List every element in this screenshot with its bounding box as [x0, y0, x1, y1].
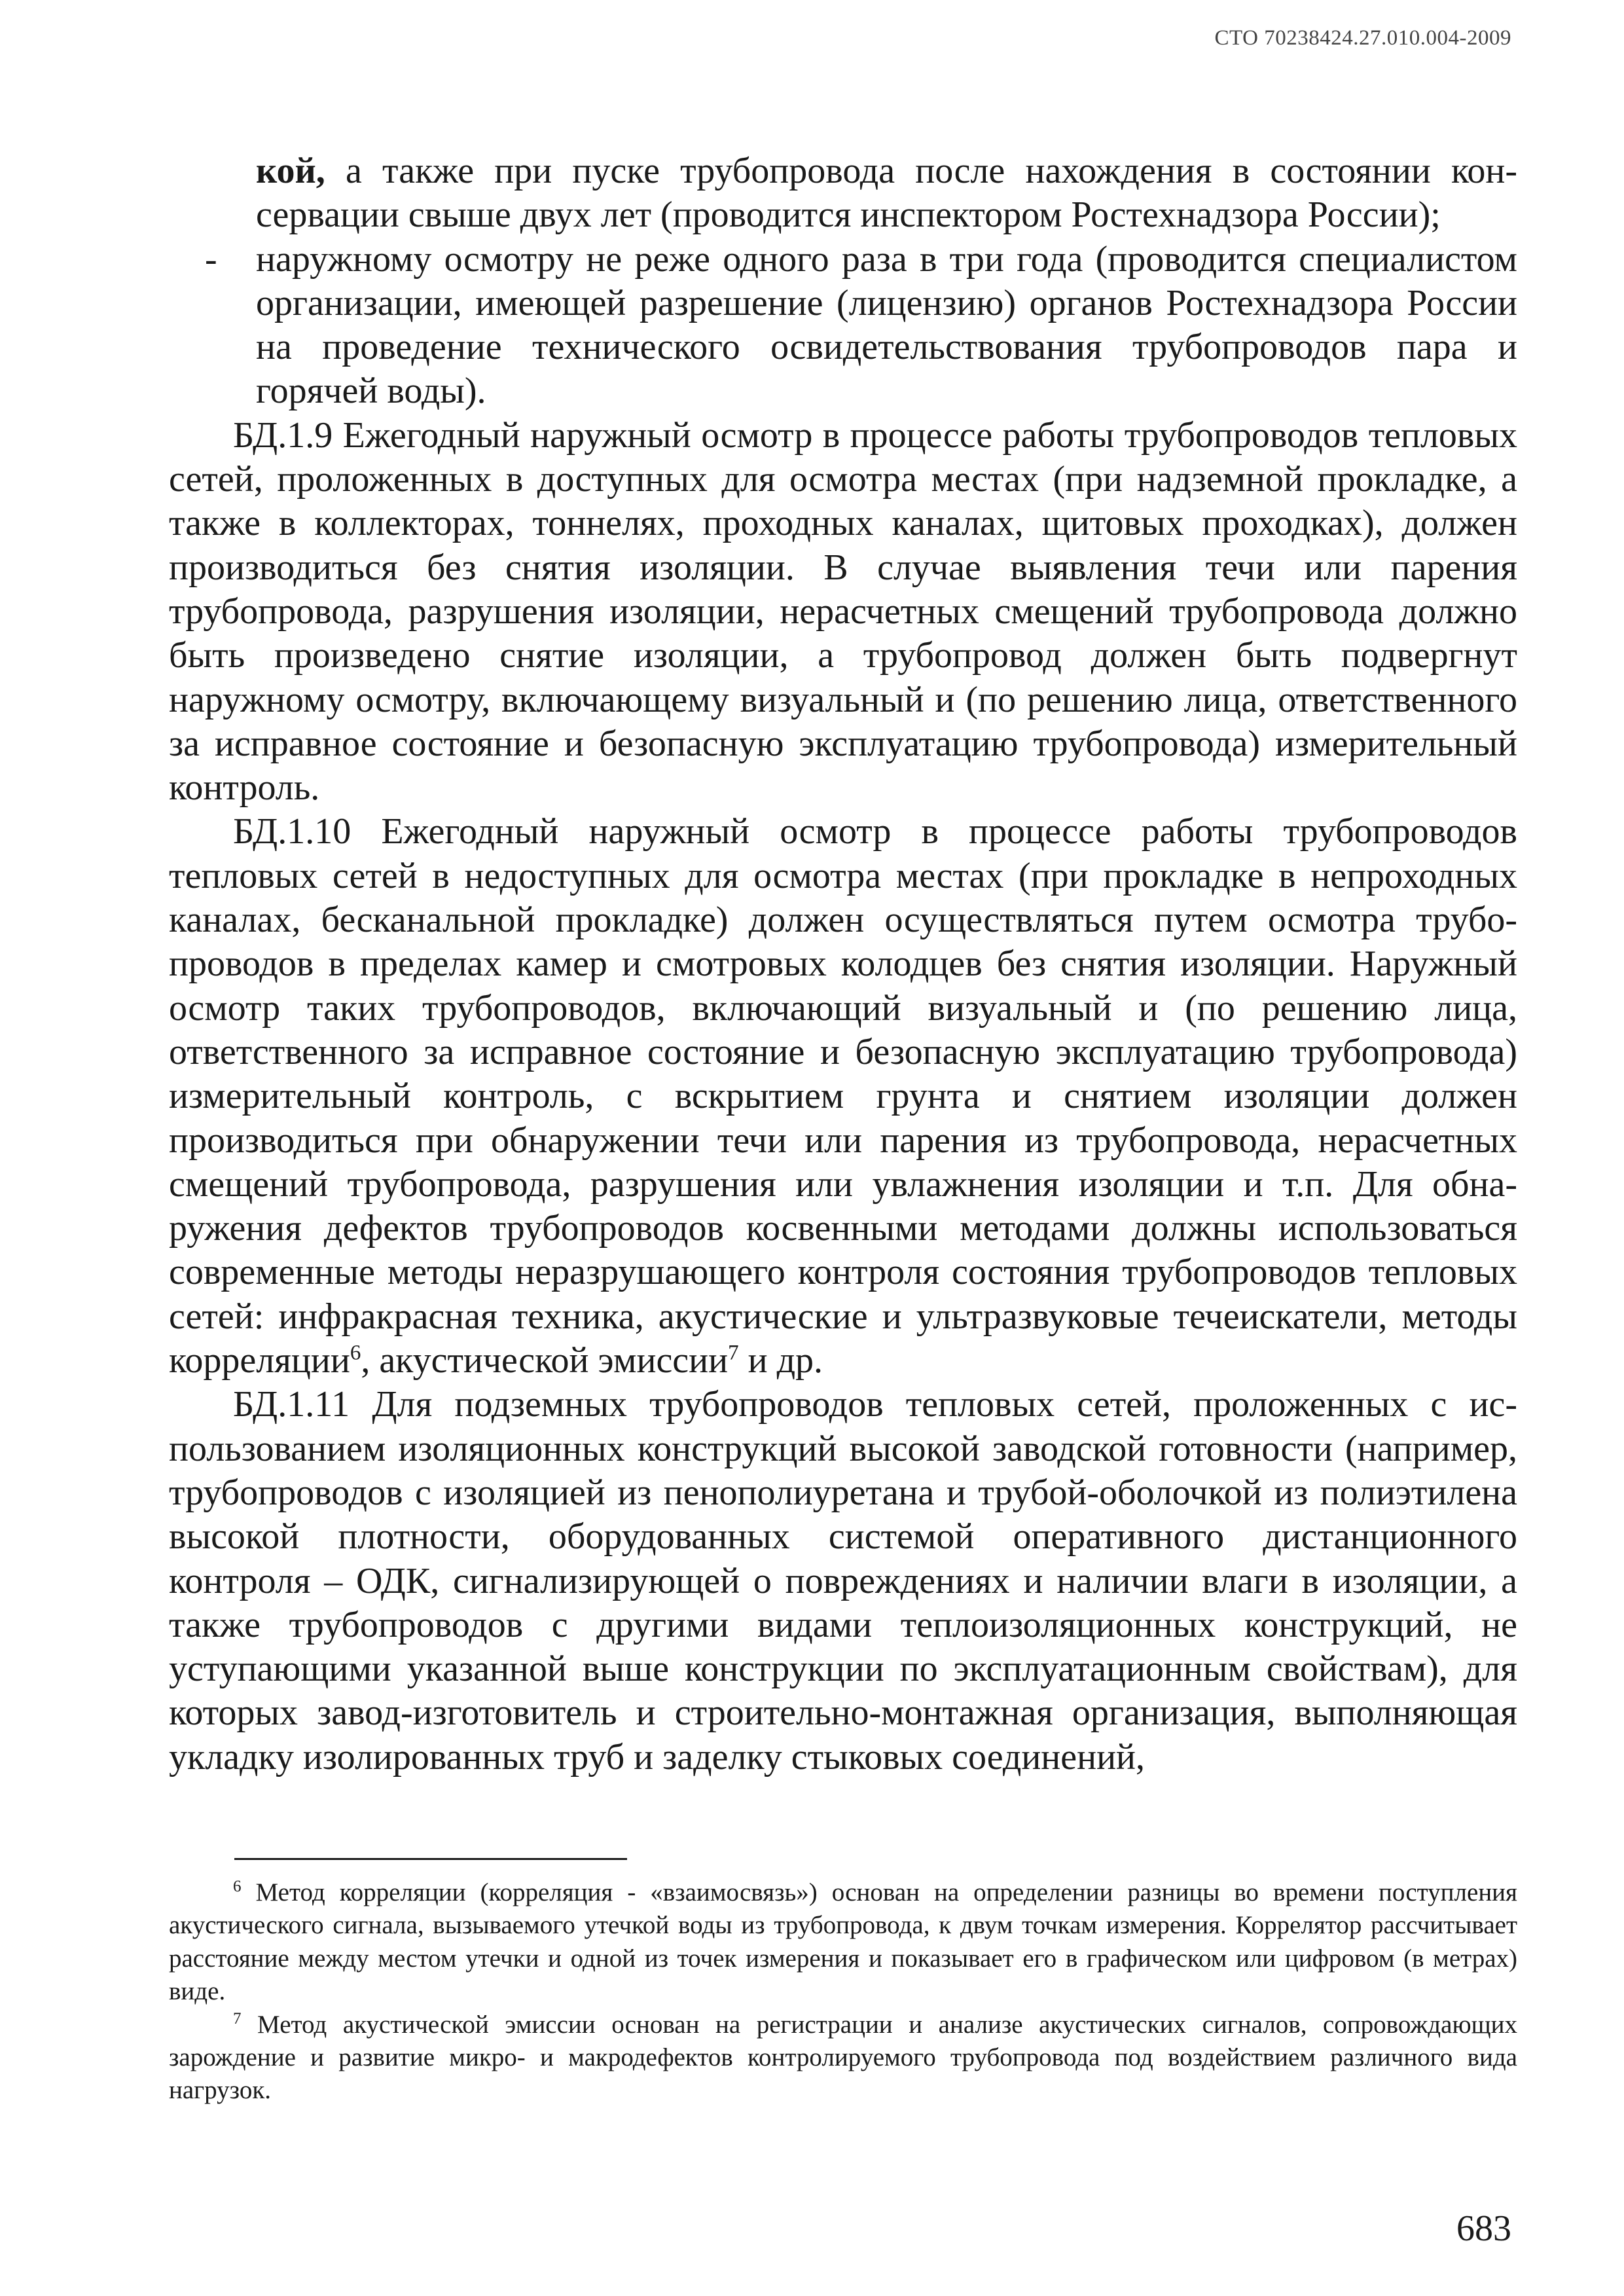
footnote-ref-7[interactable]: 7 — [728, 1341, 739, 1365]
dash-marker: - — [205, 238, 217, 280]
footnote-text-7: Метод акустической эмиссии основан на регистрации и анализе акустических сигналов, сопровождающих зарождение и развитие микро- и макродефектов контролируемого трубопровода под воздействием различного вида нагрузок. — [169, 2010, 1517, 2105]
body-text — [169, 149, 1517, 1779]
page-number: 683 — [1456, 2208, 1511, 2249]
paragraph-bd-1-9: БД.1.9 Ежегодный наружный осмотр в процессе работы трубопроводов тепловых сетей, проложенных в доступных для осмотра местах (при надземной прокладке, а также в коллекторах, тоннелях, проходных каналах, щитовых проходках), должен производиться без снятия изоляции. В случае выявления течи или парения трубопровода, разрушения изоляции, нерасчетных смещений трубопровода должно быть произведено снятие изоляции, а трубопровод должен быть подвергнут наружному осмотру, включающему визуальный и (по решению лица, ответственного за исправное состояние и безопасную эксплуатацию трубопровода) измерительный контроль. — [169, 414, 1517, 809]
dash-list-item — [169, 238, 1517, 414]
paragraph-bd-1-11: БД.1.11 Для подземных трубопроводов тепловых сетей, проложенных с использованием изоляционных конструкций высокой заводской готовности (например, трубопроводов с изоляцией из пенополиуретана и трубой-оболочкой из полиэтилена высокой плотности, оборудованных системой оперативного дистанционного контроля – ОДК, сигнализирующей о повреждениях и наличии влаги в изоляции, а также трубопроводов с другими видами теплоизоляционных конструкций, не уступающими указанной выше конструкции по эксплуатационным свойствам), для которых завод-изготовитель и строительно-монтажная организация, выполняющая укладку изолированных труб и заделку стыковых соединений, — [169, 1384, 1517, 1777]
footnote-text-6: Метод корреляции (корреляция - «взаимосвязь») основан на определении разницы во времени поступления акустического сигнала, вызываемого утечкой воды из трубопровода, к двум точкам измерения. Коррелятор рассчитывает расстояние между местом утечки и одной из точек измерения и показывает его в графическом или цифровом (в метрах) виде. — [169, 1878, 1517, 2006]
paragraph-bd-1-10-mid: , акустической эмиссии — [361, 1340, 729, 1381]
footnote-7 — [169, 2009, 1517, 2107]
footnote-6 — [169, 1876, 1517, 2009]
dash-item-text: наружному осмотру не реже одного раза в три года (проводится специалистом организации, имеющей разрешение (лицензию) органов Ростехнадзора России на проведение технического освидетельствования трубопроводов пара и горячей воды). — [256, 238, 1517, 412]
footnotes — [169, 1876, 1517, 2107]
footnote-marker-7: 7 — [233, 2009, 242, 2028]
footnote-separator — [234, 1858, 627, 1860]
footnote-ref-6[interactable]: 6 — [350, 1341, 361, 1365]
paragraph-bd-1-10-main: БД.1.10 Ежегодный наружный осмотр в процессе работы трубопроводов тепловых сетей в недоступных для осмотра местах (при прокладке в непроходных каналах, бесканальной прокладке) должен осуществляться путем осмотра трубопроводов в пределах камер и смотровых колодцев без снятия изоляции. Наружный осмотр таких трубопроводов, включающий визуальный и (по решению лица, ответственного за исправное состояние и безопасную эксплуатацию трубопровода) измерительный контроль, с вскрытием грунта и снятием изоляции должен производиться при обнаружении течи или парения из трубопровода, нерасчетных смещений трубопровода, разрушения или увлажнения изоляции и т.п. Для обнаружения дефектов трубопроводов косвенными методами должны использоваться современные методы неразрушающего контроля состояния трубопроводов тепловых сетей: инфракрасная техника, акустические и ультразвуковые течеискатели, методы корреляции — [169, 811, 1517, 1381]
paragraph-bd-1-10 — [169, 810, 1517, 1383]
continuation-paragraph — [169, 149, 1517, 238]
continuation-bold-word: кой, — [256, 151, 325, 191]
paragraph-bd-1-10-end: и др. — [738, 1340, 823, 1381]
running-header: СТО 70238424.27.010.004-2009 — [1214, 26, 1511, 50]
footnote-marker-6: 6 — [233, 1878, 242, 1895]
continuation-text: а также при пуске трубопровода после нахождения в состоянии консервации свыше двух лет (проводится инспектором Ростехнадзора России); — [256, 151, 1517, 236]
